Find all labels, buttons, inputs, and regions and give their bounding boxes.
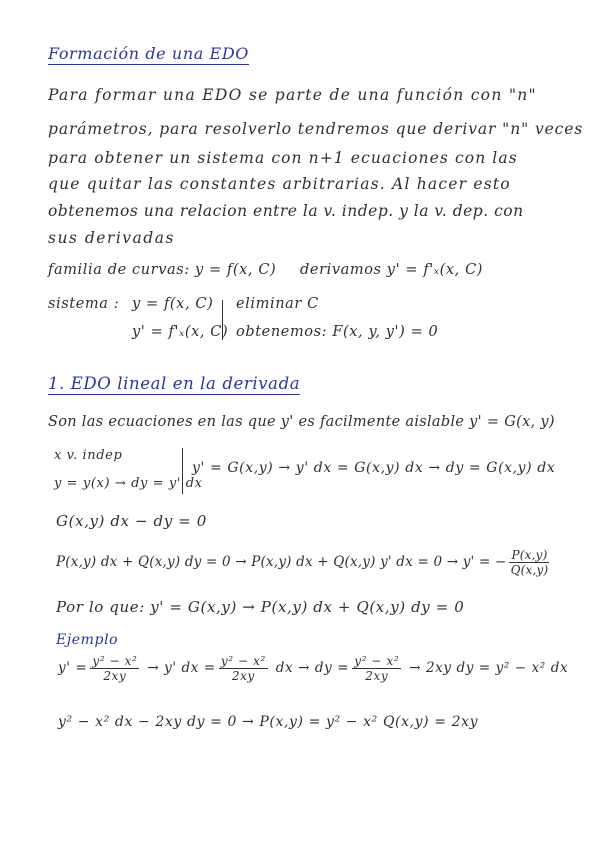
example-line-1 [58, 654, 568, 683]
s1-g-equation: G(x,y) dx − dy = 0 [56, 512, 207, 530]
denominator: 2xy [365, 669, 389, 683]
fraction [219, 654, 268, 683]
numerator: y² − x² [220, 654, 266, 668]
sistema-eq1: y = f(x, C) [132, 296, 214, 312]
s1-ydep: y = y(x) → dy = y' dx [54, 476, 203, 491]
sistema-label: sistema : [48, 296, 120, 312]
numerator: y² − x² [92, 654, 138, 668]
obtenemos-text: obtenemos: F(x, y, y') = 0 [236, 324, 439, 340]
s1-p-text: P(x,y) dx + Q(x,y) dy = 0 → P(x,y) dx + Q(x,y) y' dx = 0 → y' = − [56, 554, 507, 570]
ejemplo-label: Ejemplo [56, 632, 119, 648]
eliminar-text: eliminar C [236, 296, 319, 312]
s1-p-equation [56, 548, 552, 577]
intro-line: sus derivadas [48, 229, 175, 247]
denominator: 2xy [231, 669, 255, 683]
intro-line: obtenemos una relacion entre la v. indep. y la v. dep. con [48, 202, 524, 220]
s1-xindep: x v. indep [54, 448, 123, 463]
ex1-c: dx → dy = [275, 660, 350, 676]
fraction [352, 654, 401, 683]
derivamos-text: derivamos y' = f'ₓ(x, C) [300, 262, 484, 278]
brace [222, 300, 223, 340]
numerator: y² − x² [354, 654, 400, 668]
ex1-d: → 2xy dy = y² − x² dx [409, 660, 569, 676]
ex1-b: → y' dx = [147, 660, 216, 676]
s1-definition: Son las ecuaciones en las que y' es facilmente aislable y' = G(x, y) [48, 414, 555, 430]
denominator: Q(x,y) [510, 563, 549, 577]
familia-text: familia de curvas: y = f(x, C) [48, 262, 277, 278]
numerator: P(x,y) [511, 548, 548, 562]
denominator: 2xy [103, 669, 127, 683]
section-heading: 1. EDO lineal en la derivada [48, 374, 301, 393]
intro-line: que quitar las constantes arbitrarias. Al hacer esto [48, 175, 511, 193]
s1-chain: y' = G(x,y) → y' dx = G(x,y) dx → dy = G(x,y) dx [192, 460, 556, 476]
sistema-eq2: y' = f'ₓ(x, C) [132, 324, 229, 340]
intro-line: para obtener un sistema con n+1 ecuaciones con las [48, 149, 518, 167]
intro-line: Para formar una EDO se parte de una función con "n" [48, 86, 537, 104]
fraction [90, 654, 139, 683]
ex1-a: y' = [58, 660, 88, 676]
intro-line: parámetros, para resolverlo tendremos que derivar "n" veces [48, 120, 584, 138]
example-line-2: y² − x² dx − 2xy dy = 0 → P(x,y) = y² − x² Q(x,y) = 2xy [58, 714, 479, 730]
brace [182, 448, 183, 494]
page-title: Formación de una EDO [48, 44, 249, 63]
fraction [509, 548, 549, 577]
s1-por-lo-que: Por lo que: y' = G(x,y) → P(x,y) dx + Q(x,y) dy = 0 [56, 598, 465, 616]
